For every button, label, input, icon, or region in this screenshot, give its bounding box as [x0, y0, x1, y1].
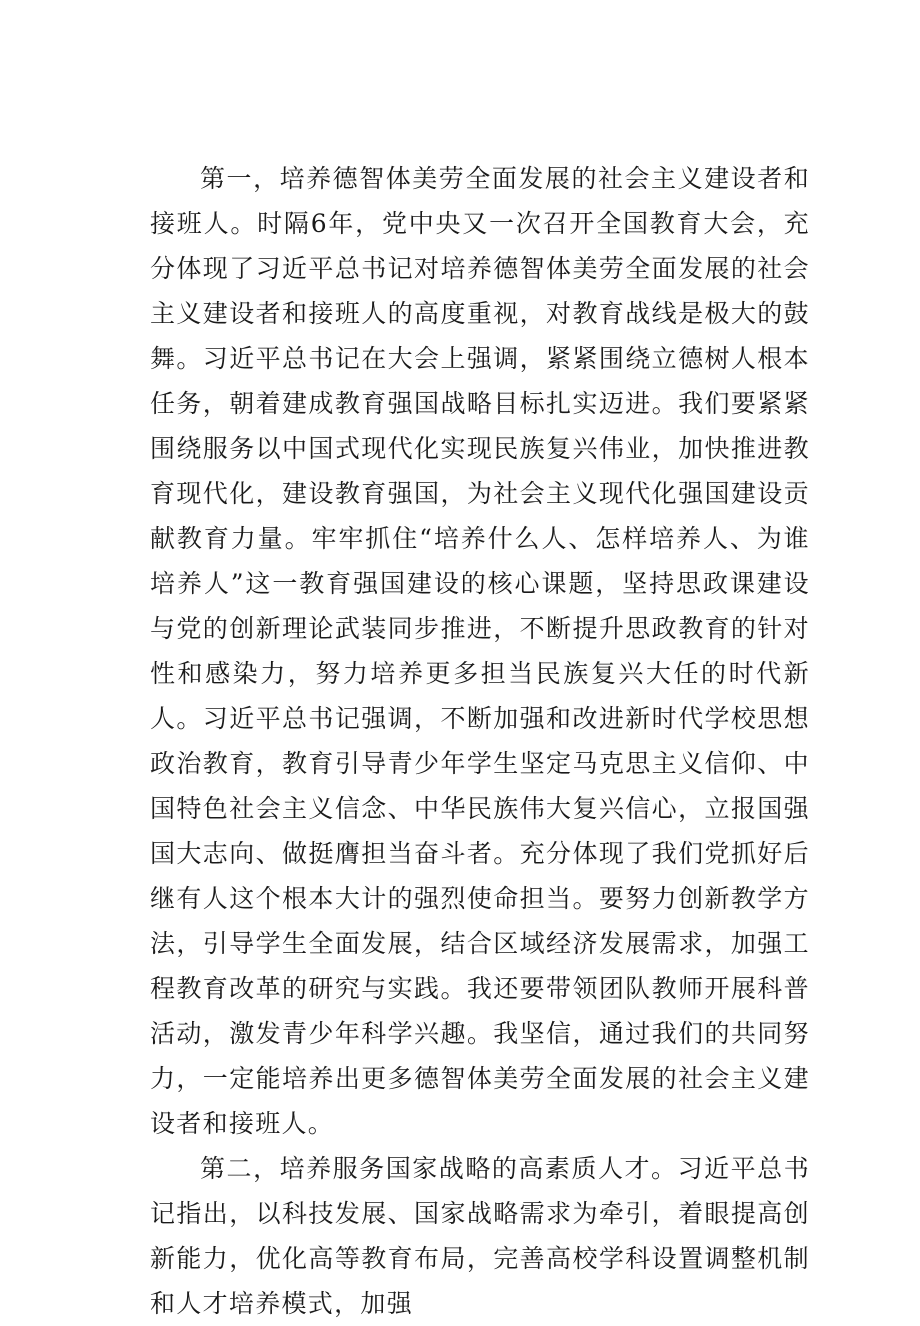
paragraph-second: 第二，培养服务国家战略的高素质人才。习近平总书记指出，以科技发展、国家战略需求为牵引，着眼提高创新能力，优化高等教育布局，完善高校学科设置调整机制和人才培养模式，加强 — [150, 1154, 810, 1318]
document-body — [150, 156, 810, 1326]
paragraph-first: 第一，培养德智体美劳全面发展的社会主义建设者和接班人。时隔6年，党中央又一次召开全国教育大会，充分体现了习近平总书记对培养德智体美劳全面发展的社会主义建设者和接班人的高度重视，对教育战线是极大的鼓舞。习近平总书记在大会上强调，紧紧围绕立德树人根本任务，朝着建成教育强国战略目标扎实迈进。我们要紧紧围绕服务以中国式现代化实现民族复兴伟业，加快推进教育现代化，建设教育强国，为社会主义现代化强国建设贡献教育力量。牢牢抓住“培养什么人、怎样培养人、为谁培养人”这一教育强国建设的核心课题，坚持思政课建设与党的创新理论武装同步推进，不断提升思政教育的针对性和感染力，努力培养更多担当民族复兴大任的时代新人。习近平总书记强调，不断加强和改进新时代学校思想政治教育，教育引导青少年学生坚定马克思主义信仰、中国特色社会主义信念、中华民族伟大复兴信心，立报国强国大志向、做挺膺担当奋斗者。充分体现了我们党抓好后继有人这个根本大计的强烈使命担当。要努力创新教学方法，引导学生全面发展，结合区域经济发展需求，加强工程教育改革的研究与实践。我还要带领团队教师开展科普活动，激发青少年科学兴趣。我坚信，通过我们的共同努力，一定能培养出更多德智体美劳全面发展的社会主义建设者和接班人。 — [150, 164, 810, 1138]
